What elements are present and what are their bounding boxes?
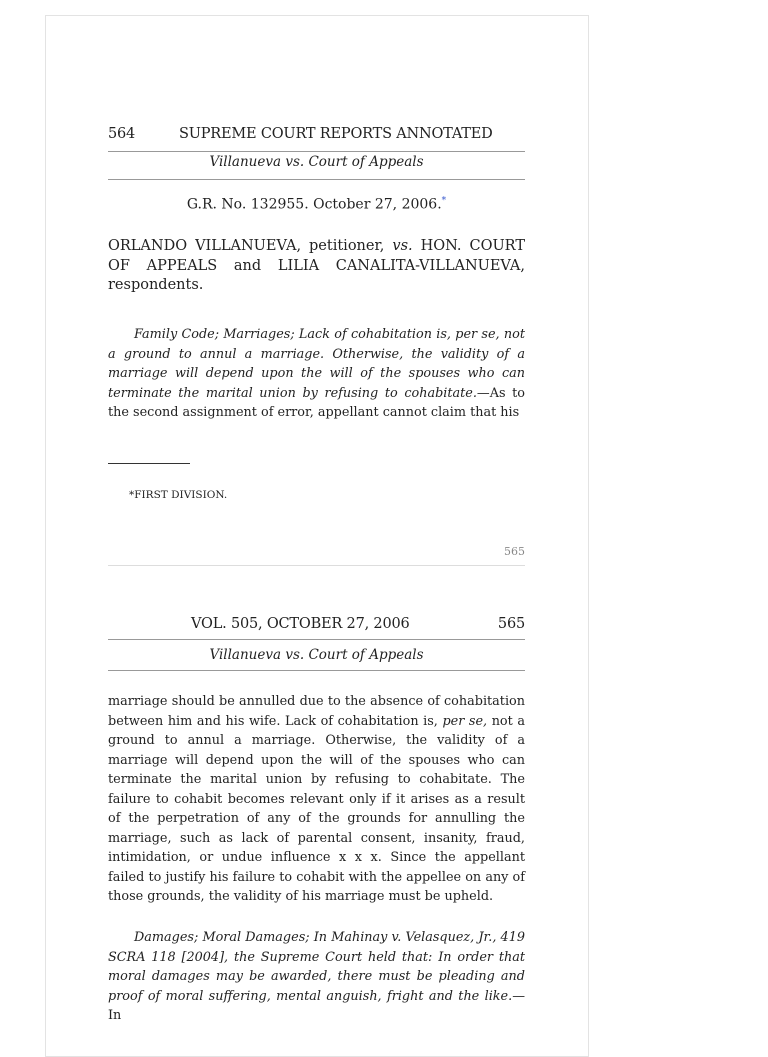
syllabus-text: —As to the second assignment of error, appellant cannot claim that his <box>108 385 525 420</box>
parties <box>108 237 525 296</box>
gr-number <box>108 196 525 213</box>
page-number: 565 <box>497 616 525 632</box>
petitioner: ORLANDO VILLANUEVA, petitioner, <box>108 238 385 254</box>
volume-title: VOL. 505, OCTOBER 27, 2006 <box>191 616 410 632</box>
reporter-title: SUPREME COURT REPORTS ANNOTATED <box>179 126 493 142</box>
footnote: *FIRST DIVISION. <box>129 489 228 501</box>
body-text: marriage should be annulled due to the absence of cohabitation between him and his wife. Lack of cohabitation is, <box>108 694 525 729</box>
case-title: Villanueva vs. Court of Appeals <box>209 647 424 663</box>
syllabus-heading: Family Code; Marriages; Lack of cohabitation is, per se, not a ground to annul a marriage. Otherwise, the validity of a marriage will depend upon the will of the spouses who can terminate the marital union by refusing to cohabitate. <box>108 327 525 401</box>
header-rule <box>108 179 525 180</box>
body-emphasis: per se, <box>442 713 488 729</box>
header-rule <box>108 639 525 640</box>
syllabus-heading: Damages; Moral Damages; In Mahinay v. Velasquez, Jr., 419 SCRA 118 [2004], the Supreme Court held that: In order that moral damages may be awarded, there must be pleading and proof of moral suffering, mental anguish, fright and the like. <box>108 930 525 1004</box>
header-rule <box>108 670 525 671</box>
body-paragraph <box>108 692 525 907</box>
header-rule <box>108 151 525 152</box>
page-number: 564 <box>108 126 136 142</box>
versus: vs. <box>392 238 413 254</box>
footnote-link[interactable]: * <box>441 196 447 206</box>
syllabus-paragraph <box>108 928 525 1026</box>
respondents: HON. COURT OF APPEALS and LILIA CANALITA-VILLANUEVA, respondents. <box>108 238 526 293</box>
syllabus-text: —In <box>108 988 525 1023</box>
page-marker: 565 <box>504 545 525 558</box>
body-text: not a ground to annul a marriage. Otherwise, the validity of a marriage will depend upon the will of the spouses who can terminate the marital union by refusing to cohabitate. The failure to cohabit becomes relevant only if it arises as a result of the perpetration of any of the grounds for annulling the marriage, such as lack of parental consent, insanity, fraud, intimidation, or undue influence x x x. Since the appellant failed to justify his failure to cohabit with the appellee on any of those grounds, the validity of his marriage must be upheld. <box>108 713 525 904</box>
page-separator <box>108 565 525 566</box>
gr-number-text: G.R. No. 132955. October 27, 2006. <box>186 196 442 213</box>
case-title: Villanueva vs. Court of Appeals <box>209 154 424 170</box>
syllabus-paragraph <box>108 325 525 423</box>
footnote-rule <box>108 463 190 464</box>
